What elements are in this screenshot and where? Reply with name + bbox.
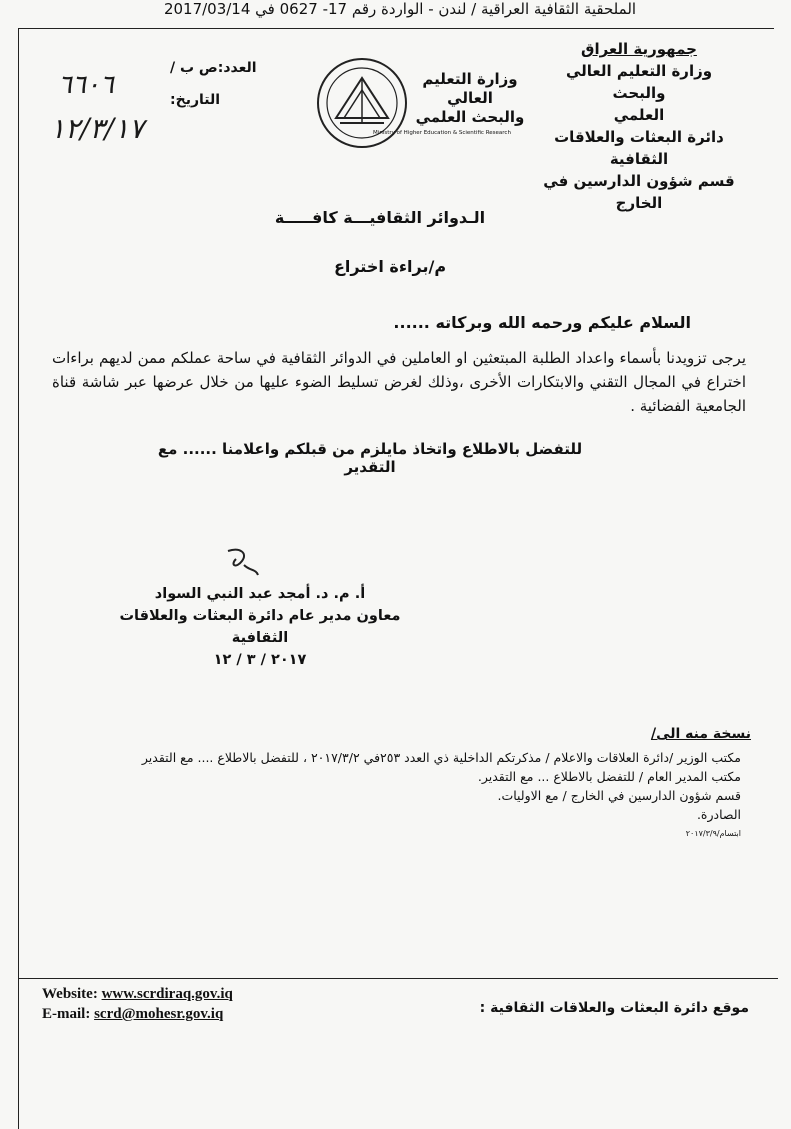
number-label: العدد:ص ب / (170, 60, 257, 76)
body-paragraph (52, 346, 746, 418)
signature-date: ٢٠١٧ / ٣ / ١٢ (213, 652, 307, 668)
website-label: Website: (42, 986, 98, 1002)
email-row (42, 1004, 233, 1024)
country-name: جمهورية العراق (581, 40, 697, 58)
signatory-name: أ. م. د. أمجد عبد النبي السواد (154, 586, 366, 602)
body-line-1: يرجى تزويدنا بأسماء واعداد الطلبة المبتعثين او العاملين في الدوائر الثقافية في ساحة عملكم ممن لديهم براءات (52, 349, 746, 367)
signature-block (90, 583, 430, 671)
copy-line-1: مكتب الوزير /دائرة العلاقات والاعلام / مذكرتكم الداخلية ذي العدد ٢٥٣في ٢٠١٧/٣/٢ ، للتفضل بالاطلاع .... مع التقدير (141, 750, 741, 765)
signature-scribble (222, 545, 262, 585)
greeting: السلام عليكم ورحمه الله وبركاته ...... (393, 313, 691, 332)
reference-block (170, 52, 257, 116)
section-name: قسم شؤون الدارسين في (543, 172, 735, 190)
logo-text-line1: وزارة التعليم العالي (422, 70, 518, 107)
website-link[interactable]: www.scrdiraq.gov.iq (101, 986, 233, 1002)
ministry-name-cont: العلمي (613, 106, 665, 124)
date-label: التاريخ: (170, 92, 221, 108)
copies-list (40, 748, 741, 843)
website-row (42, 984, 233, 1004)
signatory-title: معاون مدير عام دائرة البعثات والعلاقات الثقافية (119, 608, 401, 646)
logo-english: Ministry of Higher Education & Scientific Research (373, 130, 511, 136)
typist-initials: ابتسام/٢٠١٧/٣/٩ (685, 829, 741, 838)
department-name: دائرة البعثات والعلاقات الثقافية (554, 128, 724, 168)
footer-divider (18, 978, 778, 979)
copy-line-3: قسم شؤون الدارسين في الخارج / مع الاوليات. (497, 788, 741, 803)
recipient: الـدوائر الثقافيـــة كافـــــة (274, 208, 486, 227)
section-name-cont: الخارج (615, 194, 663, 212)
logo-text-line2: والبحث العلمي (415, 108, 525, 126)
email-label: E-mail: (42, 1006, 91, 1022)
ministry-name: وزارة التعليم العالي والبحث (565, 62, 713, 102)
handwritten-date: ١٢/٣/١٧ (50, 112, 145, 145)
closing-line: للتفضل بالاطلاع واتخاذ مايلزم من قبلكم واعلامنا ...... مع التقدير (157, 440, 583, 476)
copies-heading: نسخة منه الى/ (650, 726, 751, 742)
body-line-2: اختراع في المجال التقني والابتكارات الأخرى ،وذلك لغرض تسليط الضوء عليها من خلال عرضها عبر شاشة قناة (52, 373, 746, 391)
handwritten-number: ٦٦٠٦ (58, 70, 114, 100)
body-line-3: الجامعية الفضائية . (630, 397, 746, 415)
incoming-stamp: الملحقية الثقافية العراقية / لندن - الواردة رقم 17- 0627 في 2017/03/14 (163, 0, 637, 18)
footer-contacts (42, 984, 233, 1024)
footer-arabic: موقع دائرة البعثات والعلاقات الثقافية : (479, 1000, 749, 1016)
copy-line-4: الصادرة. (696, 807, 741, 822)
email-link[interactable]: scrd@mohesr.gov.iq (94, 1006, 224, 1022)
ministry-logo (300, 48, 530, 158)
letterhead-right (539, 38, 739, 214)
copy-line-2: مكتب المدير العام / للتفضل بالاطلاع ... مع التقدير. (477, 769, 741, 784)
subject: م/براءة اختراع (333, 257, 447, 276)
